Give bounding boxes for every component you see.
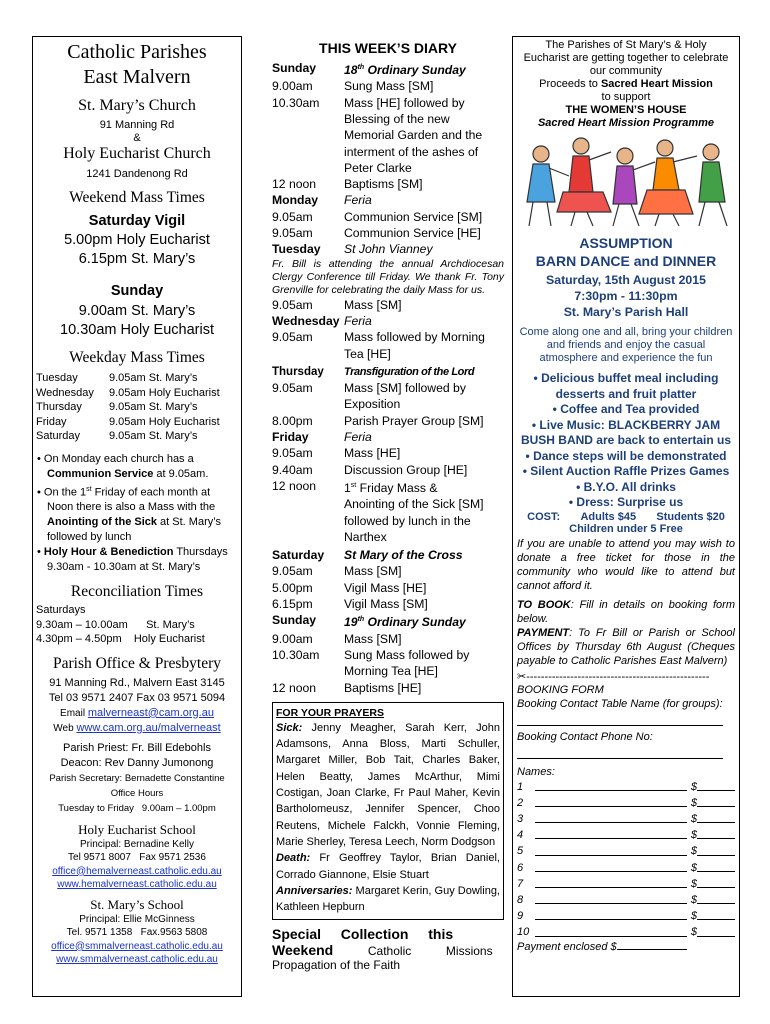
- parish-subtitle: East Malvern: [83, 66, 191, 88]
- diary-entry: 12 noon Baptisms [HE]: [272, 680, 422, 695]
- deacon: Deacon: Rev Danny Jumonong: [60, 756, 214, 769]
- cost-children: Children under 5 Free: [569, 522, 683, 535]
- intro-proceeds: Proceeds to Sacred Heart Mission: [539, 78, 713, 90]
- school2-phone: Tel. 9571 1358 Fax.9563 5808: [66, 927, 208, 939]
- school1-web-link[interactable]: www.hemalverneast.catholic.edu.au: [57, 879, 217, 891]
- note-anointing: • On the 1st Friday of each month at Noon there is also a Mass with the Anointing of the Sick at St. Mary’s followed by lunch: [37, 485, 221, 544]
- payment-enclosed-row[interactable]: [517, 941, 735, 953]
- weekend-heading: Weekend Mass Times: [69, 189, 205, 206]
- school2-name: St. Mary’s School: [90, 896, 184, 912]
- office-details: [33, 676, 241, 816]
- office-address: 91 Manning Rd., Malvern East 3145: [49, 676, 225, 689]
- note-communion: • On Monday each church has a Communion Service at 9.05am.: [37, 452, 209, 480]
- feature-item: • Delicious buffet meal including desserts and fruit platter: [533, 371, 719, 401]
- weekday-row: Friday 9.05am Holy Eucharist: [36, 415, 220, 428]
- note-holy-hour: • Holy Hour & Benediction Thursdays 9.30am - 10.30am at St. Mary’s: [37, 546, 228, 574]
- donate-note: If you are unable to attend you may wish to donate a free ticket for those in the community who would like to attend but cannot afford it.: [517, 537, 735, 592]
- diary-entry: 8.00pm Parish Prayer Group [SM]: [272, 413, 484, 428]
- event-time: 7:30pm - 11:30pm: [574, 289, 678, 303]
- diary-entry: 9.05am Mass followed by Morning Tea [HE]: [272, 330, 485, 361]
- school1-email-link[interactable]: office@hemalverneast.catholic.edu.au: [52, 865, 222, 877]
- diary-day: Friday Feria: [272, 430, 372, 444]
- school1-phone: Tel 9571 8007 Fax 9571 2536: [68, 852, 206, 864]
- collection-weekend: Weekend: [272, 942, 334, 959]
- name-row[interactable]: 4 $: [517, 827, 735, 843]
- cost-row: [513, 511, 739, 523]
- cost-students: Students $20: [656, 510, 725, 523]
- name-row[interactable]: 5 $: [517, 843, 735, 859]
- email-link[interactable]: malverneast@cam.org.au: [87, 706, 214, 719]
- sunday-mass-2: 10.30am Holy Eucharist: [60, 322, 214, 338]
- dancer-figure: [527, 146, 569, 226]
- cost-label: COST:: [527, 510, 561, 523]
- diary-day: Monday Feria: [272, 193, 372, 208]
- name-row[interactable]: 9 $: [517, 908, 735, 924]
- web-label: Web: [53, 722, 77, 734]
- school1-name: Holy Eucharist School: [78, 821, 196, 837]
- phone-field[interactable]: [517, 744, 723, 759]
- event-title: [513, 234, 739, 270]
- feature-item: • Live Music: BLACKBERRY JAM BUSH BAND are back to entertain us: [520, 417, 732, 447]
- booking-form-title: BOOKING FORM: [517, 683, 604, 696]
- payment-info: PAYMENT: To Fr Bill or Parish or School Offices by Thursday 6th August (Cheques payable to Catholic Parishes East Malvern): [517, 626, 735, 667]
- intro-programme: Sacred Heart Mission Programme: [537, 117, 715, 129]
- reconciliation-heading: Reconciliation Times: [70, 583, 204, 601]
- feature-item: • B.Y.O. All drinks: [576, 479, 676, 494]
- weekday-row: Saturday 9.05am St. Mary’s: [36, 430, 198, 442]
- intro-text: The Parishes of St Mary’s & Holy Eucharist are getting together to celebrate our community: [523, 39, 729, 77]
- diary-entry: 9.05am Mass [HE]: [272, 446, 401, 461]
- left-column: [32, 36, 242, 997]
- event-title-2: BARN DANCE and DINNER: [535, 253, 717, 269]
- collection-line-3: Propagation of the Faith: [272, 958, 401, 973]
- right-column: [512, 36, 740, 997]
- diary-entry: 9.05am Mass [SM]: [272, 297, 402, 312]
- weekday-heading: Weekday Mass Times: [69, 349, 205, 366]
- diary-day: Tuesday St John Vianney: [272, 242, 433, 257]
- weekday-notes: [33, 452, 241, 576]
- saturday-mass-2: 6.15pm St. Mary’s: [78, 251, 196, 267]
- event-details: [513, 272, 739, 320]
- diary-entry: 9.05am Mass [SM]: [272, 564, 402, 579]
- intro-support: to support: [601, 91, 651, 103]
- feature-item: • Dress: Surprise us: [568, 495, 684, 509]
- diary-day: Sunday 19th Ordinary Sunday: [272, 613, 466, 630]
- booking-form: [513, 683, 739, 779]
- to-book: TO BOOK: Fill in details on booking form below.: [517, 598, 735, 625]
- name-row[interactable]: 6 $: [517, 860, 735, 876]
- event-date: Saturday, 15th August 2015: [546, 273, 706, 287]
- feature-item: • Coffee and Tea provided: [552, 402, 700, 416]
- diary-entry: 9.05am Communion Service [HE]: [272, 226, 481, 241]
- dancers-illustration: [513, 132, 739, 230]
- event-title-1: ASSUMPTION: [579, 235, 673, 251]
- diary-day: Thursday Transfiguration of the Lord: [272, 365, 475, 378]
- payment-enclosed-field[interactable]: [617, 941, 687, 950]
- school2-principal: Principal: Ellie McGinness: [79, 913, 195, 925]
- event-venue: St. Mary’s Parish Hall: [563, 305, 689, 319]
- name-row[interactable]: 8 $: [517, 892, 735, 908]
- cost-adults: Adults $45: [580, 510, 637, 523]
- parish-title: Catholic Parishes: [67, 41, 207, 63]
- reconciliation-day: Saturdays: [36, 604, 86, 617]
- school1-principal: Principal: Bernadine Kelly: [80, 838, 194, 850]
- diary-entry: 9.00am Mass [SM]: [272, 631, 402, 646]
- special-collection: [272, 926, 504, 972]
- dancer-figure: [557, 138, 611, 226]
- diary-day: Wednesday Feria: [272, 313, 372, 328]
- diary-entry: 12 noon 1st Friday Mass & Anointing of the Sick [SM] followed by lunch in the Narthex: [272, 478, 484, 544]
- diary-entry: 12 noon Baptisms [SM]: [272, 177, 423, 192]
- scissors-icon: ✂: [517, 670, 527, 683]
- prayers-sick: Sick: Jenny Meagher, Sarah Kerr, John Adamsons, Anna Bloss, Marti Schuller, Margaret Miller, Bob Tait, Charles Baker, Helen Beatty, James McArthur, Mimi Costigan, Joan Clarke, Fr Paul Maher, Kevin Bartholomeusz, Jennifer Spencer, Choo Reutens, Michele Falckh, Vonnie Fleming, Marie Sherley, Teresa Leech, Norm Dodgson: [276, 721, 500, 848]
- weekday-row: Wednesday 9.05am Holy Eucharist: [36, 386, 220, 399]
- diary-entry: 10.30am Mass [HE] followed by Blessing of the new Memorial Garden and the interment of the ashes of Peter Clarke: [272, 95, 483, 175]
- collection-line-1: Special Collection this: [272, 926, 454, 943]
- feature-item: • Silent Auction Raffle Prizes Games: [522, 464, 730, 478]
- reconciliation-time-2: 4.30pm – 4.50pm Holy Eucharist: [36, 633, 205, 646]
- parish-secretary: Parish Secretary: Bernadette Constantine: [49, 772, 225, 784]
- name-row[interactable]: 3 $: [517, 811, 735, 827]
- diary-entry: 9.40am Discussion Group [HE]: [272, 462, 468, 477]
- prayers-death: Death: Fr Geoffrey Taylor, Brian Daniel, Corrado Giannone, Elsie Stuart: [276, 852, 500, 881]
- name-row[interactable]: 10 $: [517, 924, 735, 940]
- names-label: Names:: [517, 765, 555, 778]
- church2-address: 1241 Dandenong Rd: [86, 168, 188, 180]
- diary-day: Saturday St Mary of the Cross: [272, 548, 463, 563]
- name-row[interactable]: 2 $: [517, 795, 735, 811]
- dancer-figure: [639, 140, 697, 226]
- reconciliation-time-1: 9.30am – 10.00am St. Mary’s: [36, 618, 195, 631]
- diary-entry: 5.00pm Vigil Mass [HE]: [272, 580, 427, 595]
- saturday-mass-1: 5.00pm Holy Eucharist: [64, 232, 210, 248]
- tuesday-note: Fr. Bill is attending the annual Archdiocesan Clergy Conference till Friday. We thank Fr. Tony Grenville for celebrating the daily Mass for us.: [272, 257, 504, 296]
- saturday-vigil: Saturday Vigil: [88, 213, 186, 229]
- name-row[interactable]: 1 $: [517, 779, 735, 795]
- booking-phone-label: Booking Contact Phone No:: [517, 730, 653, 743]
- office-phone: Tel 03 9571 2407 Fax 03 9571 5094: [48, 691, 226, 704]
- prayers-heading: FOR YOUR PRAYERS: [276, 706, 384, 719]
- church1-name: St. Mary’s Church: [78, 97, 196, 114]
- sunday-heading: Sunday: [110, 283, 164, 299]
- office-heading: Parish Office & Presbytery: [52, 654, 222, 672]
- cut-line: ✂--------------------------------------------------: [517, 670, 710, 683]
- event-features: [513, 371, 739, 511]
- diary-column: [272, 36, 504, 972]
- church2-name: Holy Eucharist Church: [63, 145, 211, 162]
- weekday-list: [33, 371, 241, 444]
- office-hours: Tuesday to Friday 9.00am – 1.00pm: [58, 802, 216, 814]
- email-label: Email: [60, 707, 88, 719]
- event-invite: Come along one and all, bring your children and friends and enjoy the casual atmosphere and experience the fun: [519, 326, 733, 364]
- diary-entry: 9.00am Sung Mass [SM]: [272, 79, 434, 94]
- table-name-field[interactable]: [517, 711, 723, 726]
- diary-day: Sunday 18th Ordinary Sunday: [272, 61, 466, 78]
- school2-web-link[interactable]: www.smmalverneast.catholic.edu.au: [56, 954, 218, 966]
- payment-enclosed-label: Payment enclosed $: [517, 940, 617, 953]
- sunday-mass-1: 9.00am St. Mary’s: [78, 303, 196, 319]
- intro-womens-house: THE WOMEN’S HOUSE: [565, 104, 687, 116]
- weekday-row: Tuesday 9.05am St. Mary’s: [36, 372, 198, 384]
- names-list: [513, 779, 739, 953]
- church1-address: 91 Manning Rd: [99, 119, 175, 131]
- collection-missions: Catholic Missions: [333, 944, 493, 959]
- website-link[interactable]: www.cam.org.au/malverneast: [76, 721, 221, 734]
- reconciliation-times: [33, 603, 241, 647]
- school2-email-link[interactable]: office@smmalverneast.catholic.edu.au: [51, 940, 223, 952]
- diary-entry: 6.15pm Vigil Mass [SM]: [272, 597, 428, 612]
- booking-table-label: Booking Contact Table Name (for groups):: [517, 697, 723, 710]
- name-row[interactable]: 7 $: [517, 876, 735, 892]
- diary-heading: THIS WEEK’S DIARY: [319, 40, 457, 56]
- prayers-box: [272, 702, 504, 921]
- dancer-figure: [699, 144, 727, 226]
- prayers-anniversaries: Anniversaries: Margaret Kerin, Guy Dowling, Kathleen Hepburn: [276, 884, 500, 914]
- diary-entry: 10.30am Sung Mass followed by Morning Tea [HE]: [272, 647, 470, 679]
- feature-item: • Dance steps will be demonstrated: [525, 448, 727, 463]
- diary-entry: 9.05am Communion Service [SM]: [272, 209, 483, 224]
- office-hours-label: Office Hours: [110, 787, 164, 799]
- weekday-row: Thursday 9.05am St. Mary’s: [36, 401, 198, 413]
- school1-details: [33, 838, 241, 892]
- diary-entry: 9.05am Mass [SM] followed by Exposition: [272, 381, 466, 412]
- ampersand: &: [133, 132, 141, 144]
- parish-priest: Parish Priest: Fr. Bill Edebohls: [63, 741, 211, 754]
- school2-details: [33, 913, 241, 967]
